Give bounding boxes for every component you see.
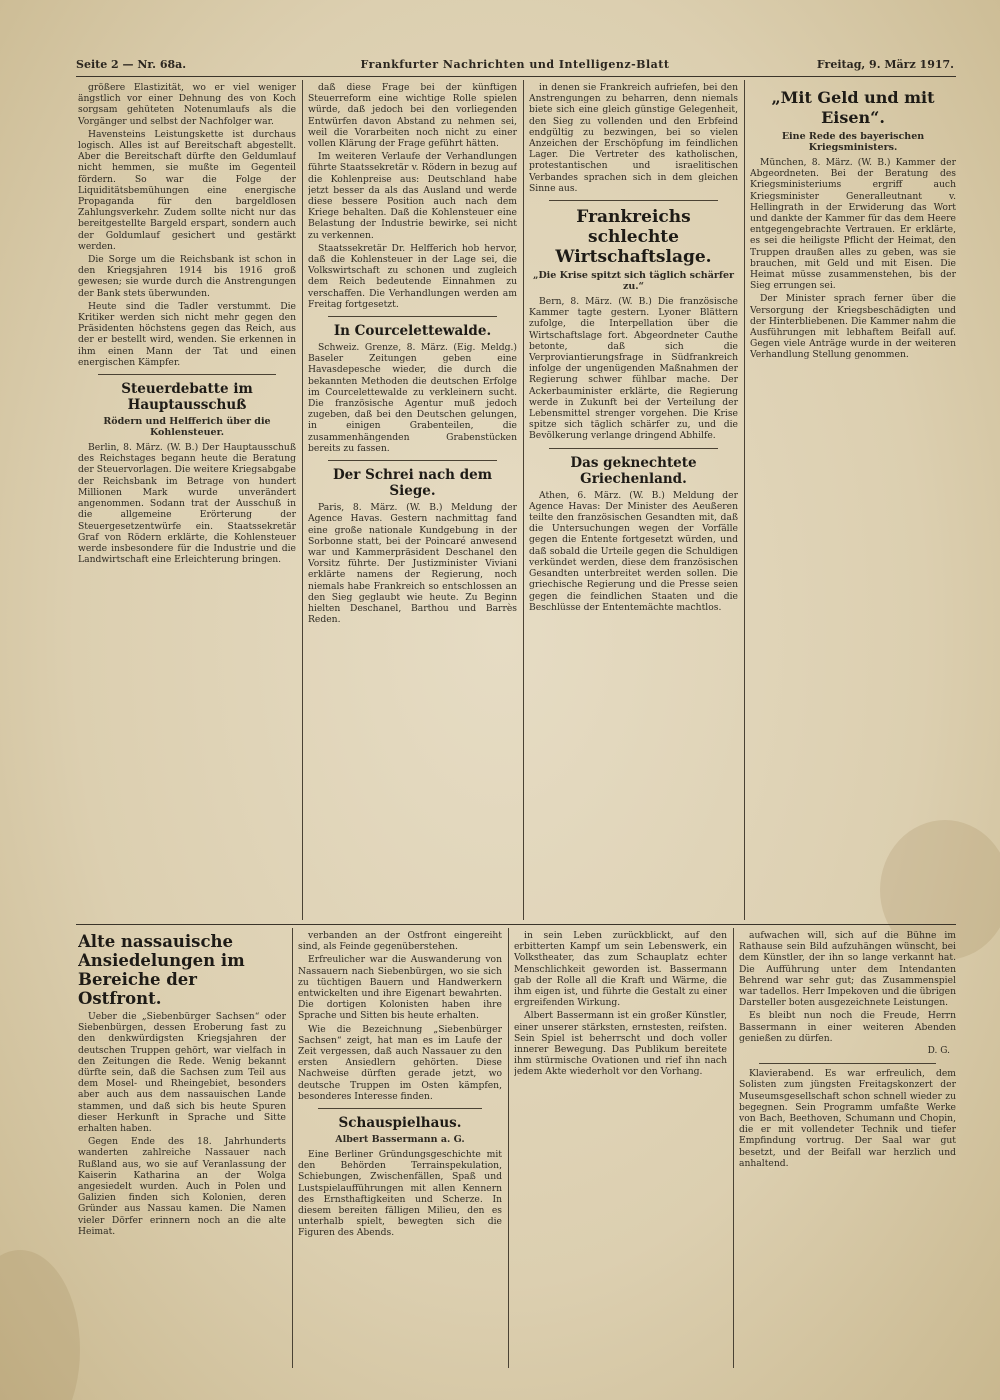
article-paragraph: Eine Berliner Gründungsgeschichte mit den Behörden Terrainspekulation, Schiebungen, Zwischenfällen, Spaß und Lustspielaufführungen mit allen Kennern des Ernsthaftigkeiten und Scherze. In diesem bereiten fälligen Milieu, den es unterhalb spielt, bewegten sich die Figuren des Abends. — [298, 1149, 502, 1239]
subheadline: Albert Bassermann a. G. — [335, 1134, 465, 1146]
headline-schrei: Der Schrei nach dem Siege. — [332, 467, 493, 500]
header-rule — [76, 76, 956, 77]
headline-frankreich: Frankreichs schlechte Wirtschaftslage. — [555, 207, 712, 268]
article-paragraph: Heute sind die Tadler verstummt. Die Kritiker werden sich nicht mehr gegen den Präsidenten höchstens gegen das Reich, aus der er bestellt wird, wenden. Sie erkennen in ihm einen Mann der Tat und einen energischen Kämpfer. — [78, 300, 296, 368]
article-paragraph: daß diese Frage bei der künftigen Steuerreform eine wichtige Rolle spielen würde, daß jedoch bei den vorliegenden Entwürfen davon Abstand zu nehmen sei, weil die Vorarbeiten noch nicht zu einer vollen Klärung der Frage geführt hätten. — [308, 82, 517, 150]
newspaper-name: Frankfurter Nachrichten und Intelligenz-Blatt — [360, 58, 670, 71]
column-1 — [78, 82, 296, 920]
article-paragraph: Klavierabend. Es war erfreulich, dem Solisten zum jüngsten Freitagskonzert der Museumsgesellschaft schon schnell wieder zu begegnen. Sein Programm umfaßte Werke von Bach, Beethoven, Schumann und Chopin, die er mit vollendeter Technik und tiefer Empfindung vortrug. Der Saal war gut besetzt, und der Beifall war herzlich und anhaltend. — [739, 1068, 956, 1169]
article-paragraph: Athen, 6. März. (W. B.) Meldung der Agence Havas: Der Minister des Aeußeren teilte den französischen Gesandten mit, daß die Untersuchungen wegen der Vorfälle gegen die Entente fortgesetzt würden, und daß sobald die Urteile gegen die Schuldigen verkündet werden, diese dem französischen Gesandten unterbreitet werden sollen. Die griechische Regierung und die Presse seien gegen die feindlichen Staaten und die Beschlüsse der Ententemächte machtlos. — [529, 489, 738, 613]
article-separator — [98, 374, 276, 375]
column-rule — [733, 928, 734, 1368]
article-separator — [318, 1108, 482, 1109]
column-2 — [308, 82, 517, 920]
article-separator — [328, 460, 497, 461]
article-paragraph: in denen sie Frankreich aufriefen, bei den Anstrengungen zu beharren, denn niemals biete sich eine gleich günstige Gelegenheit, den Sieg zu vollenden und den Erbfeind endgültig zu bezwingen, bei so vielen Anzeichen der Erschöpfung im feindlichen Lager. Die Vertreter des katholischen, protestantischen und israelitischen Verbandes sprachen sich in dem gleichen Sinne aus. — [529, 82, 738, 194]
article-paragraph: verbanden an der Ostfront eingereiht sind, als Feinde gegenüberstehen. — [298, 930, 502, 953]
article-paragraph: Albert Bassermann ist ein großer Künstler, einer unserer stärksten, ernstesten, reifsten. Sein Spiel ist beherrscht und doch voller innerer Bewegung. Das Publikum bereitete ihm stürmische Ovationen und rief ihn nach jedem Akte wiederholt vor den Vorhang. — [514, 1010, 727, 1078]
bottom-column-3 — [514, 930, 727, 1366]
article-paragraph: Der Minister sprach ferner über die Versorgung der Kriegsbeschädigten und der Hinterbliebenen. Die Kammer nahm die Ausführungen mit lebhaftem Beifall auf. Gegen viele Anträge wurde in der weiteren Verhandlung Stellung genommen. — [750, 293, 956, 361]
section-rule — [76, 924, 956, 925]
article-paragraph: Erfreulicher war die Auswanderung von Nassauern nach Siebenbürgen, wo sie sich zu tüchtigen Bauern und Handwerkern entwickelten und ihre Eigenart bewahrten. Die dortigen Kolonisten haben ihre Sprache und Sitten bis heute erhalten. — [298, 954, 502, 1022]
article-paragraph: Im weiteren Verlaufe der Verhandlungen führte Staatssekretär v. Rödern in bezug auf die Kohlenpreise aus: Deutschland habe jetzt besser da als das Ausland und werde diese bessere Position auch nach dem Kriege behalten. Daß die Kohlensteuer eine Belastung der Industrie bewirke, sei nicht zu verkennen. — [308, 151, 517, 241]
article-paragraph: in sein Leben zurückblickt, auf den erbitterten Kampf um sein Lebenswerk, ein Volkstheater, das zum Schauplatz echter Menschlichkeit geworden ist. Bassermann gab der Rolle all die Kraft und Wärme, die ihm eigen ist, und führte die Gestalt zu einer ergreifenden Wirkung. — [514, 930, 727, 1009]
article-paragraph: Ueber die „Siebenbürger Sachsen“ oder Siebenbürgen, dessen Eroberung fast zu den denkwürdigsten Kriegsjahren der deutschen Truppen gehört, war vielfach in den Zeitungen die Rede. Wenig bekannt dürfte sein, daß die Sachsen zum Teil aus dem Mosel- und Rheingebiet, besonders aber auch aus dem nassauischen Lande stammen, und daß sich bis heute Spuren dieser Herkunft in Sprache und Sitte erhalten haben. — [78, 1011, 286, 1135]
headline-nassau: Alte nassauische Ansiedelungen im Bereiche der Ostfront. — [78, 932, 245, 1008]
headline-geld-und-eisen: „Mit Geld und mit Eisen“. — [771, 88, 935, 127]
article-separator — [549, 200, 718, 201]
article-separator — [759, 1063, 936, 1064]
article-paragraph: Schweiz. Grenze, 8. März. (Eig. Meldg.) Baseler Zeitungen geben eine Havasdepesche wieder, die durch die bekannten Methoden die deutschen Erfolge im Courcelettewalde zu verkleinern sucht. Die französische Agentur muß jedoch zugeben, daß bei den Deutschen gelungen, in einigen Grabenteilen, die zusammenhängenden Grabenstücken bereits zu fassen. — [308, 342, 517, 454]
headline-courcelette: In Courcelettewalde. — [333, 323, 492, 340]
article-paragraph: Staatssekretär Dr. Helfferich hob hervor, daß die Kohlensteuer in der Lage sei, die Volkswirtschaft zu schonen und zugleich dem Reich bedeutende Einnahmen zu verschaffen. Die Verhandlungen werden am Freitag fortgesetzt. — [308, 242, 517, 310]
article-paragraph: Die Sorge um die Reichsbank ist schon in den Kriegsjahren 1914 bis 1916 groß gewesen; sie wurde durch die Anstrengungen der Bank stets überwunden. — [78, 254, 296, 299]
article-paragraph: größere Elastizität, wo er viel weniger ängstlich vor einer Dehnung des von Koch sorgsam gehüteten Notenumlaufs als die Vorgänger und selbst der Nachfolger war. — [78, 82, 296, 127]
headline-steuerdebatte: Steuerdebatte im Hauptausschuß — [121, 381, 253, 414]
column-rule — [302, 80, 303, 920]
column-rule — [523, 80, 524, 920]
issue-date: Freitag, 9. März 1917. — [816, 58, 954, 71]
column-4 — [750, 82, 956, 920]
article-paragraph: Berlin, 8. März. (W. B.) Der Hauptausschuß des Reichstages begann heute die Beratung der Steuervorlagen. Die weitere Kriegsabgabe der Reichsbank im Betrage von hundert Millionen Mark wurde unverändert angenommen. Sodann trat der Ausschuß in die allgemeine Erörterung der Steuergesetzentwürfe ein. Staatssekretär Graf von Rödern erklärte, die Kohlensteuer werde insbesondere für die Industrie und die Landwirtschaft eine Erleichterung bringen. — [78, 442, 296, 566]
headline-griechenland: Das geknechtete Griechenland. — [570, 454, 697, 487]
article-paragraph: Havensteins Leistungskette ist durchaus logisch. Alles ist auf Bereitschaft abgestellt. Aber die Bereitschaft dürfte den Geldumlauf nicht hemmen, sie mußte im Gegenteil fördern. So war die Folge der Liquiditätsbemühungen eine energische Propaganda für den bargeldlosen Zahlungsverkehr. Zudem sollte nicht nur das bereitgestellte Bargeld erspart, sondern auch der Goldumlauf gesichert und gestärkt werden. — [78, 128, 296, 252]
page-header — [76, 58, 954, 76]
article-paragraph: Gegen Ende des 18. Jahrhunderts wanderten zahlreiche Nassauer nach Rußland aus, wo sie auf Veranlassung der Kaiserin Katharina an der Wolga angesiedelt wurden. Auch in Polen und Galizien finden sich Kolonien, deren Gründer aus Nassau kamen. Die Namen vieler Dörfer erinnern noch an die alte Heimat. — [78, 1136, 286, 1237]
article-separator — [328, 316, 497, 317]
column-rule — [744, 80, 745, 920]
paper-stain — [0, 1250, 80, 1400]
article-paragraph: aufwachen will, sich auf die Bühne im Rathause sein Bild aufzuhängen wünscht, bei dem Künstler, der ihn so lange verkannt hat. Die Aufführung unter dem Intendanten Behrend war sehr gut; das Zusammenspiel war tadellos. Herr Impekoven und die übrigen Darsteller boten ausgezeichnete Leistungen. — [739, 930, 956, 1009]
subheadline: Eine Rede des bayerischen Kriegsministers. — [781, 131, 925, 153]
column-3 — [529, 82, 738, 920]
article-separator — [549, 448, 718, 449]
column-rule — [292, 928, 293, 1368]
headline-schauspielhaus: Schauspielhaus. — [338, 1115, 462, 1132]
article-paragraph: München, 8. März. (W. B.) Kammer der Abgeordneten. Bei der Beratung des Kriegsministeriums ergriff auch Kriegsminister Generalleutnant v. Hellingrath in der Erwiderung das Wort und dankte der Kammer für das dem Heere entgegengebrachte Vertrauen. Er erklärte, es sei die heiligste Pflicht der Heimat, den Truppen draußen alles zu geben, was sie brauchen, mit Geld und mit Eisen. Die Heimat müsse zusammenstehen, bis der Sieg errungen sei. — [750, 157, 956, 292]
article-paragraph: Wie die Bezeichnung „Siebenbürger Sachsen“ zeigt, hat man es im Laufe der Zeit vergessen, daß auch Nassauer zu den ersten Ansiedlern gehörten. Diese Nachweise dürften gerade jetzt, wo deutsche Truppen im Osten kämpfen, besonderes Interesse finden. — [298, 1023, 502, 1102]
article-paragraph: Bern, 8. März. (W. B.) Die französische Kammer tagte gestern. Lyoner Blättern zufolge, die Interpellation über die Wirtschaftslage fort. Abgeordneter Cauthe betonte, daß sich die Verproviantierungsfrage in Südfrankreich infolge der ungenügenden Maßnahmen der Regierung schwer fühlbar mache. Der Ackerbauminister erklärte, die Regierung werde in Zukunft bei der Verteilung der Lebensmittel strenger vorgehen. Die Krise spitze sich täglich schärfer zu, und die Bevölkerung verlange dringend Abhilfe. — [529, 296, 738, 442]
article-paragraph: Es bleibt nun noch die Freude, Herrn Bassermann in einer weiteren Abenden genießen zu dürfen. — [739, 1010, 956, 1044]
bottom-column-2 — [298, 930, 502, 1366]
bottom-column-1 — [78, 930, 286, 1366]
author-signature: D. G. — [927, 1046, 950, 1057]
column-rule — [508, 928, 509, 1368]
subheadline: Rödern und Helfferich über die Kohlensteuer. — [103, 416, 271, 439]
subheadline: „Die Krise spitzt sich täglich schärfer zu.“ — [532, 270, 734, 293]
article-paragraph: Paris, 8. März. (W. B.) Meldung der Agence Havas. Gestern nachmittag fand eine große nationale Kundgebung in der Sorbonne statt, bei der Poincaré anwesend war und Kammerpräsident Deschanel den Vorsitz führte. Der Justizminister Viviani erklärte namens der Regierung, noch niemals habe Frankreich so entschlossen an den Sieg geglaubt wie heute. Zu Beginn hielten Deschanel, Barthou und Barrès Reden. — [308, 502, 517, 626]
bottom-column-4 — [739, 930, 956, 1366]
page-number: Seite 2 — Nr. 68a. — [76, 58, 187, 71]
